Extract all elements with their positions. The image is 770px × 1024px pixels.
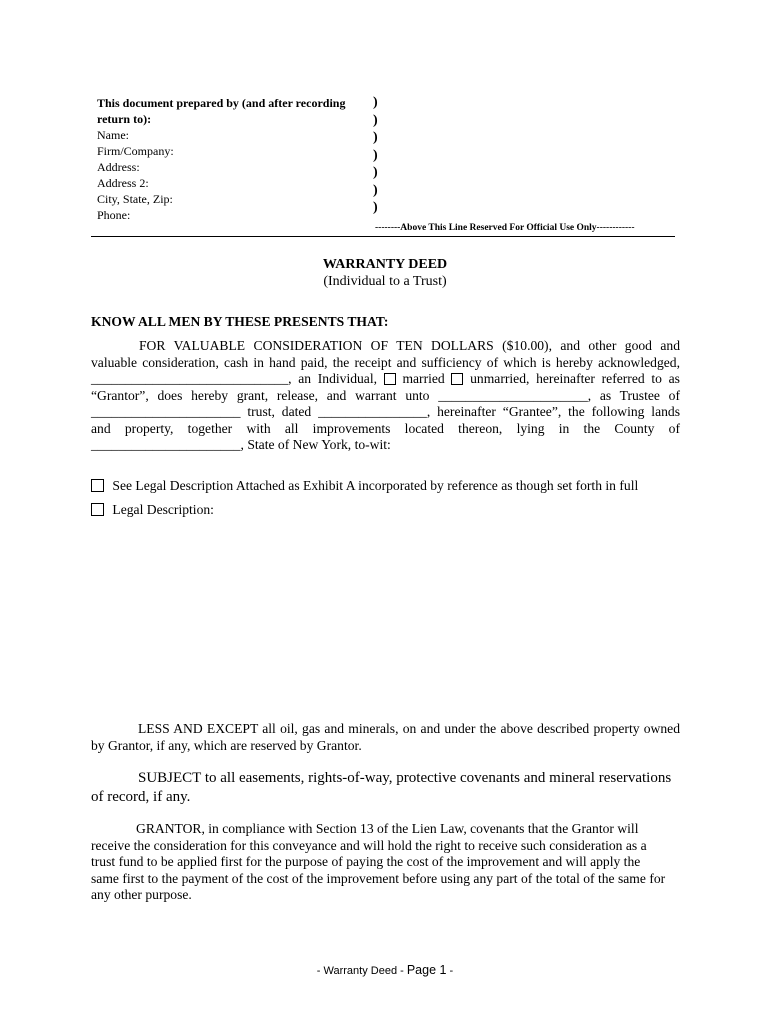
consideration-line: valuable consideration, cash in hand paid, the receipt and sufficiency of which is hereby acknowledged, (91, 354, 680, 370)
paren-column (373, 94, 378, 217)
footer-suffix: - (446, 965, 454, 977)
footer-prefix: - Warranty Deed - (316, 965, 407, 977)
legal-description-checkbox[interactable] (91, 503, 104, 516)
address2-field-label: Address 2: (97, 176, 149, 190)
city-state-zip-field-label: City, State, Zip: (97, 192, 173, 206)
lien-law-paragraph (91, 821, 680, 904)
paren: ) (373, 147, 378, 163)
subject-line: of record, if any. (91, 788, 191, 805)
married-label: married (402, 371, 445, 386)
exhibit-checkbox-row (91, 478, 638, 494)
unmarried-checkbox[interactable] (451, 373, 463, 385)
exhibit-checkbox[interactable] (91, 479, 104, 492)
subject-to-paragraph (91, 769, 680, 806)
firm-field-label: Firm/Company: (97, 144, 174, 158)
grantor-blank-text: _____________________________, an Individual, (91, 371, 378, 386)
paren: ) (373, 182, 378, 198)
consideration-line: ______________________ trust, dated ________________, hereinafter “Grantee”, the following lands (91, 404, 680, 419)
lien-line: receive the consideration for this conveyance and will hold the right to receive such consideration as a (91, 837, 647, 853)
lien-line: same first to the payment of the cost of the improvement before using any part of the total of the same for (91, 870, 666, 886)
address-field-label: Address: (97, 160, 140, 174)
legal-description-label: Legal Description: (112, 502, 214, 517)
page-footer (0, 963, 770, 977)
paren: ) (373, 200, 378, 215)
consideration-line: ______________________, State of New York, to-wit: (91, 437, 391, 452)
page-number: Page 1 (406, 963, 447, 977)
lien-line: any other purpose. (91, 887, 192, 902)
preparer-heading-line2: return to): (97, 112, 152, 126)
exhibit-label: See Legal Description Attached as Exhibit A incorporated by reference as though set forth in full (112, 478, 639, 493)
phone-field-label: Phone: (97, 208, 131, 222)
paren: ) (373, 130, 378, 145)
consideration-paragraph (91, 338, 680, 454)
document-subtitle: (Individual to a Trust) (323, 274, 447, 289)
legal-description-checkbox-row (91, 502, 214, 518)
header-divider (91, 236, 675, 237)
document-title: WARRANTY DEED (322, 257, 448, 272)
married-checkbox[interactable] (384, 373, 396, 385)
know-all-heading: KNOW ALL MEN BY THESE PRESENTS THAT: (91, 314, 389, 329)
lien-line: trust fund to be applied first for the purpose of paying the cost of the improvement and will apply the (91, 854, 641, 869)
paren: ) (373, 165, 378, 180)
reserved-official-use-line: --------Above This Line Reserved For Official Use Only------------ (375, 223, 635, 233)
lien-line: GRANTOR, in compliance with Section 13 of the Lien Law, covenants that the Grantor will (136, 821, 639, 836)
paren: ) (373, 112, 378, 128)
consideration-line: “Grantor”, does hereby grant, release, and warrant unto ______________________, as Trustee of (91, 387, 680, 403)
less-except-line: by Grantor, if any, which are reserved by Grantor. (91, 737, 362, 753)
name-field-label: Name: (97, 128, 129, 142)
consideration-line: FOR VALUABLE CONSIDERATION OF TEN DOLLARS ($10.00), and other good and (139, 338, 680, 353)
unmarried-label: unmarried, hereinafter referred to as (470, 371, 680, 386)
paren: ) (373, 95, 378, 110)
less-except-line: LESS AND EXCEPT all oil, gas and minerals, on and under the above described property owned (138, 721, 680, 736)
subject-line: SUBJECT to all easements, rights-of-way, protective covenants and mineral reservations (138, 770, 672, 786)
preparer-heading-line1: This document prepared by (and after recording (97, 96, 346, 110)
consideration-line-grantor (91, 371, 680, 388)
less-except-paragraph (91, 721, 680, 754)
consideration-line: and property, together with all improvements located thereon, lying in the County of (91, 420, 680, 436)
